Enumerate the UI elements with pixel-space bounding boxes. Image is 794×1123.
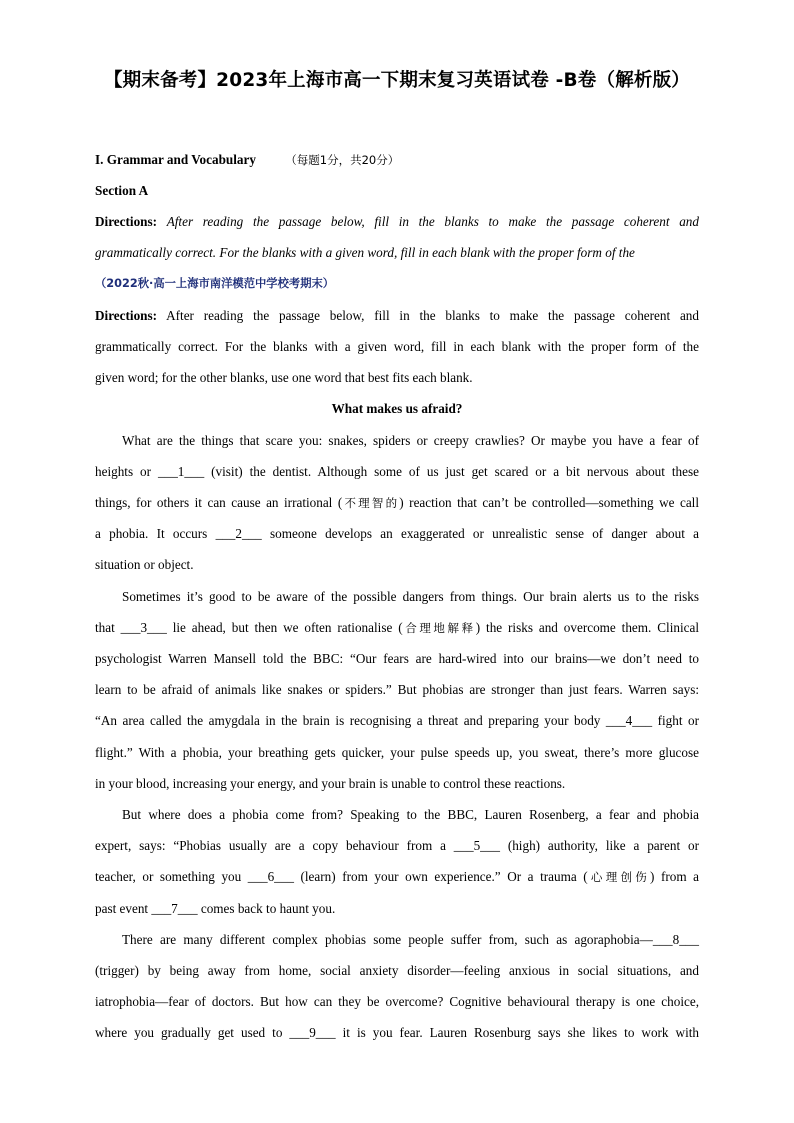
section-score: （每题1分，共20分） [285,153,400,167]
directions-text: After reading the passage below, fill in the blanks to make the passage coherent and [166,308,699,323]
passage-line: flight.” With a phobia, your breathing gets quicker, your pulse speeds up, you sweat, there’s more glucose [95,745,699,760]
passage-line: Sometimes it’s good to be aware of the possible dangers from things. Our brain alerts us to the risks [122,589,699,604]
directions-label: Directions: [95,308,158,323]
passage-line: situation or object. [95,557,194,572]
passage-title: What makes us afraid? [331,401,463,416]
passage-line: teacher, or something you ___6___ (learn) from your own experience.” Or a trauma (心理创伤) from a [95,869,699,884]
question-source: （2022秋·高一上海市南洋模范中学校考期末） [95,277,335,290]
passage-line: “An area called the amygdala in the brain is recognising a threat and preparing your body ___4___ fight or [95,713,699,728]
passage-line: expert, says: “Phobias usually are a copy behaviour from a ___5___ (high) authority, like a parent or [95,838,699,853]
directions-2-line-2: grammatically correct. For the blanks with a given word, fill in each blank with the proper form of the [95,339,699,354]
section-heading [95,152,699,168]
directions-1-line-1 [95,214,699,230]
passage-line: a phobia. It occurs ___2___ someone develops an exaggerated or unrealistic sense of danger about a [95,526,699,541]
passage-line: But where does a phobia come from? Speaking to the BBC, Lauren Rosenberg, a fear and phobia [122,807,699,822]
section-a-label: Section A [95,183,149,198]
passage-line: where you gradually get used to ___9___ it is you fear. Lauren Rosenburg says she likes to work with [95,1025,699,1040]
passage-line: (trigger) by being away from home, social anxiety disorder—feeling anxious in social situations, and [95,963,699,978]
passage-line: in your blood, increasing your energy, and your brain is unable to control these reactions. [95,776,566,791]
passage-line: past event ___7___ comes back to haunt you. [95,901,336,916]
directions-2-line-3: given word; for the other blanks, use one word that best fits each blank. [95,370,473,385]
directions-1-line-2: grammatically correct. For the blanks with a given word, fill in each blank with the proper form of the [95,245,635,260]
passage-line: heights or ___1___ (visit) the dentist. Although some of us just get scared or a bit nervous about these [95,464,699,479]
directions-2-line-1 [95,308,699,324]
section-heading-label: I. Grammar and Vocabulary [95,152,256,167]
passage-line: that ___3___ lie ahead, but then we often rationalise (合理地解释) the risks and overcome them. Clinical [95,620,699,635]
passage-line: learn to be afraid of animals like snakes or spiders.” But phobias are stronger than just fears. Warren says: [95,682,699,697]
passage-line: iatrophobia—fear of doctors. But how can they be overcome? Cognitive behavioural therapy is one choice, [95,994,699,1009]
passage-line: There are many different complex phobias some people suffer from, such as agoraphobia—___8___ [122,932,699,947]
document-title: 【期末备考】2023年上海市高一下期末复习英语试卷 -B卷（解析版） [103,70,690,91]
directions-text: After reading the passage below, fill in the blanks to make the passage coherent and [166,214,699,229]
passage-line: What are the things that scare you: snakes, spiders or creepy crawlies? Or maybe you have a fear of [122,433,699,448]
passage-line: things, for others it can cause an irrational (不理智的) reaction that can’t be controlled—something we call [95,495,699,510]
passage-line: psychologist Warren Mansell told the BBC: “Our fears are hard-wired into our brains—we don’t need to [95,651,699,666]
directions-label: Directions: [95,214,158,229]
